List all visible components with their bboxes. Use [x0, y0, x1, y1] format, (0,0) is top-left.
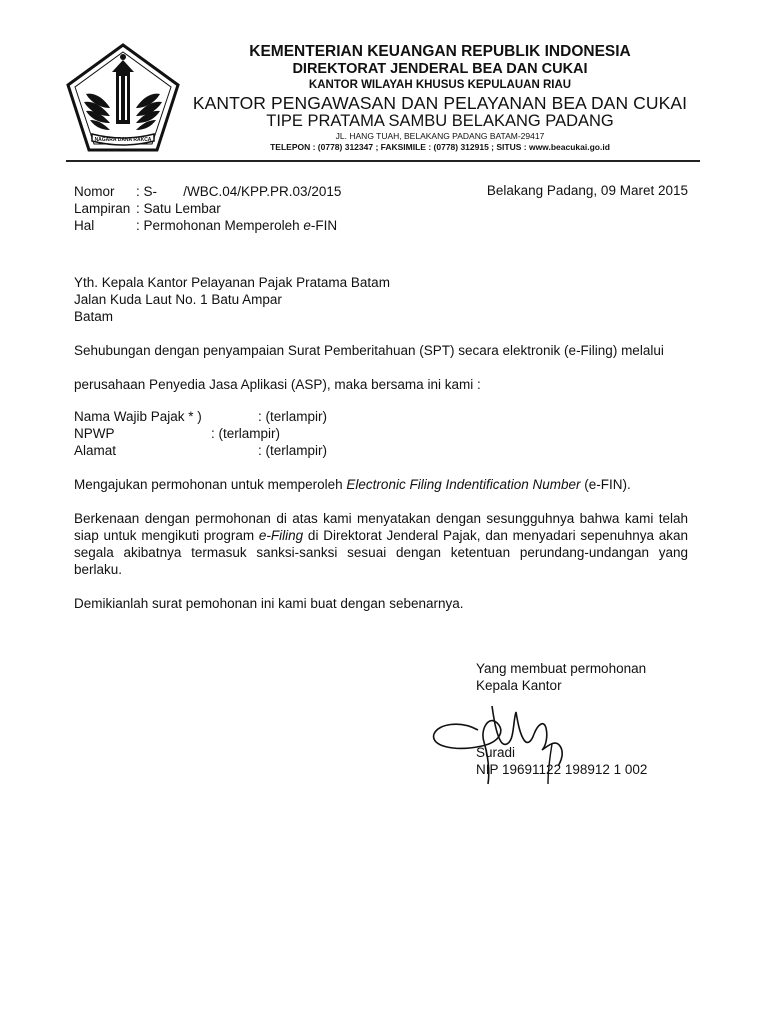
recipient-line-1: Yth. Kepala Kantor Pelayanan Pajak Pratama Batam	[74, 275, 390, 290]
signature-position: Kepala Kantor	[476, 678, 562, 693]
letterhead-regional-office: KANTOR WILAYAH KHUSUS KEPULAUAN RIAU	[308, 79, 572, 91]
hal-value-suffix: -FIN	[310, 218, 338, 233]
letterhead-divider	[66, 160, 700, 162]
letterhead-contact: TELEPON : (0778) 312347 ; FAKSIMILE : (0778) 312915 ; SITUS : www.beacukai.go.id	[270, 142, 610, 152]
field-nama-wajib-pajak-label: Nama Wajib Pajak * )	[74, 409, 202, 424]
p4-text-em: e-Filing	[258, 528, 304, 543]
field-npwp-value: : (terlampir)	[211, 426, 281, 441]
field-nama-wajib-pajak-value: : (terlampir)	[258, 409, 328, 424]
hal-value	[136, 217, 337, 234]
nomor-value: : S- /WBC.04/KPP.PR.03/2015	[136, 184, 342, 199]
body-paragraph-5: Demikianlah surat pemohonan ini kami buat dengan sebenarnya.	[74, 596, 464, 611]
letterhead-ministry: KEMENTERIAN KEUANGAN REPUBLIK INDONESIA	[249, 43, 631, 60]
recipient-line-2: Jalan Kuda Laut No. 1 Batu Ampar	[74, 292, 282, 307]
signer-nip: NIP 19691122 198912 1 002	[476, 762, 648, 777]
logo-ribbon-text: NAGARA DANA RAKCA	[94, 137, 152, 143]
lampiran-value: : Satu Lembar	[136, 201, 221, 216]
ministry-of-finance-emblem-icon	[64, 42, 182, 154]
p3-text-a: Mengajukan permohonan untuk memperoleh	[74, 477, 347, 492]
field-alamat-label: Alamat	[74, 443, 117, 458]
letterhead-directorate: DIREKTORAT JENDERAL BEA DAN CUKAI	[292, 61, 588, 77]
letterhead-office: KANTOR PENGAWASAN DAN PELAYANAN BEA DAN CUKAI	[192, 93, 688, 113]
p3-text-em: Electronic Filing Indentification Number	[346, 477, 581, 492]
letter-date: Belakang Padang, 09 Maret 2015	[486, 183, 688, 198]
nomor-label: Nomor	[74, 184, 115, 199]
hal-label: Hal	[74, 218, 95, 233]
letterhead-office-type: TIPE PRATAMA SAMBU BELAKANG PADANG	[266, 112, 614, 130]
body-paragraph-1: Sehubungan dengan penyampaian Surat Pemberitahuan (SPT) secara elektronik (e-Filing) melalui	[74, 343, 664, 358]
p4-text-a: Berkenaan dengan permohonan di atas kami menyatakan dengan sesungguhnya bahwa kami telah siap untuk mengikuti program	[74, 511, 688, 543]
p4-text-b: di Direktorat Jenderal Pajak, dan menyadari sepenuhnya akan segala akibatnya termasuk sanksi-sanksi sesuai dengan ketentuan perundang-undangan yang berlaku.	[74, 528, 689, 577]
signer-name: Suradi	[476, 745, 516, 760]
field-npwp-label: NPWP	[74, 426, 115, 441]
p3-text-b: (e-FIN).	[580, 477, 631, 492]
body-paragraph-2: perusahaan Penyedia Jasa Aplikasi (ASP), maka bersama ini kami :	[74, 377, 481, 392]
hal-value-prefix: : Permohonan Memperoleh	[136, 218, 304, 233]
field-alamat-value: : (terlampir)	[258, 443, 328, 458]
hal-value-em: e	[303, 218, 311, 233]
recipient-line-3: Batam	[74, 309, 114, 324]
signature-heading: Yang membuat permohonan	[476, 661, 647, 676]
lampiran-label: Lampiran	[74, 201, 131, 216]
letterhead-address: JL. HANG TUAH, BELAKANG PADANG BATAM-29417	[335, 131, 545, 141]
body-paragraph-3	[74, 476, 631, 493]
body-paragraph-4	[74, 510, 688, 578]
